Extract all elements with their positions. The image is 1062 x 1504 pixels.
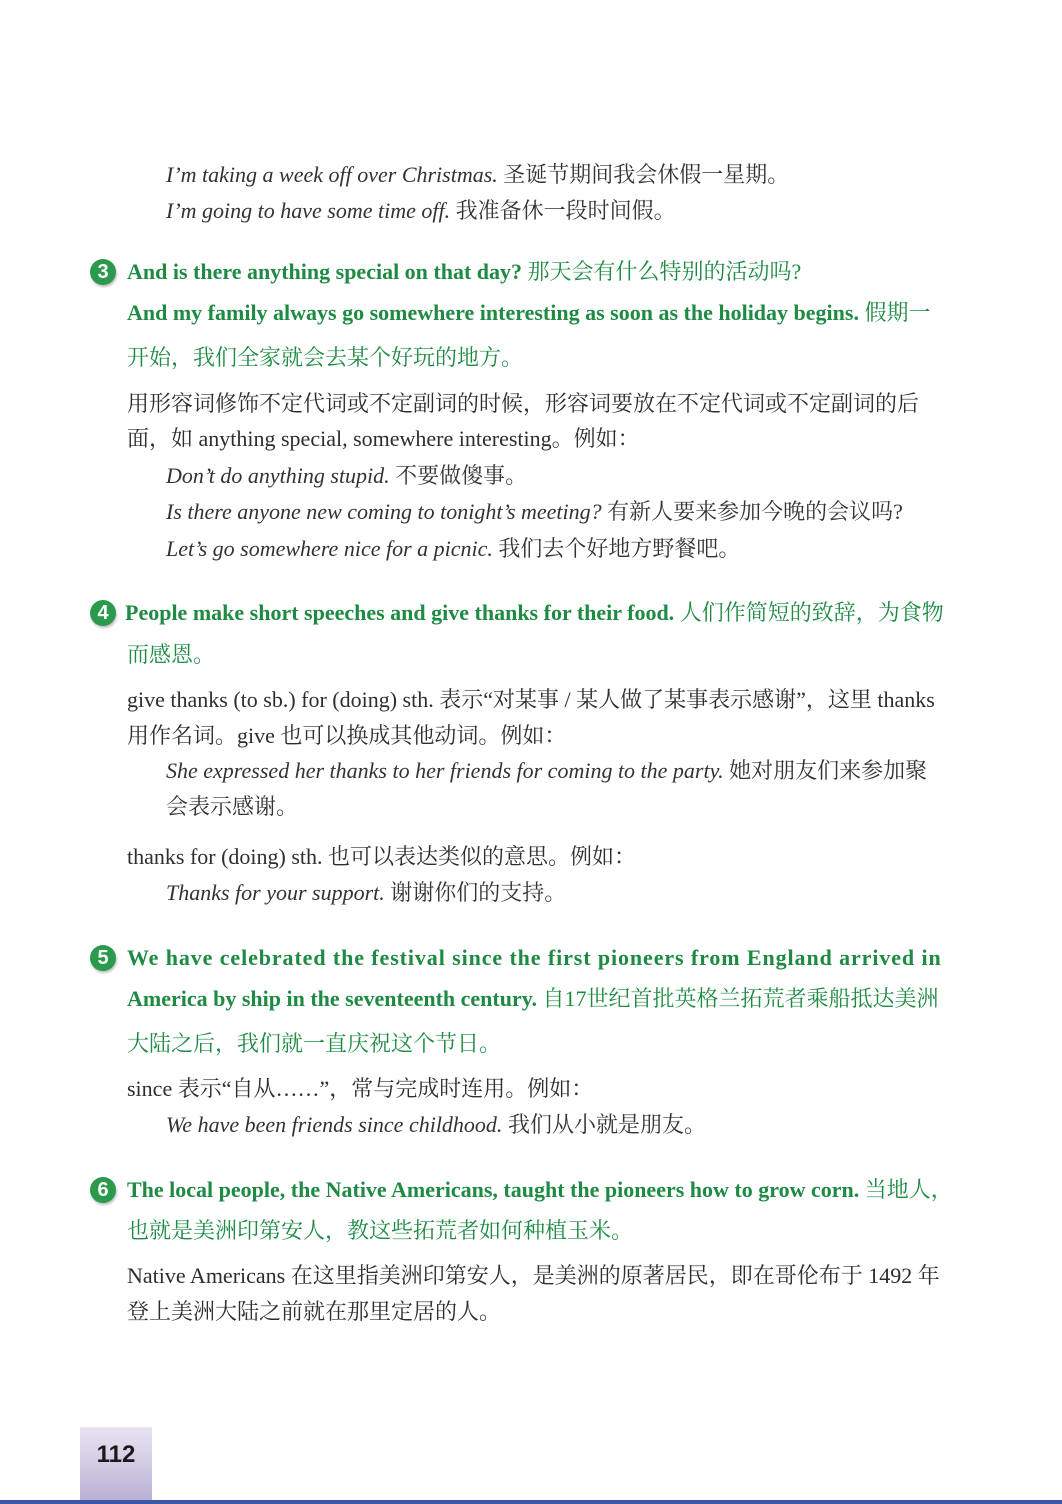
heading-cn-continued: 也就是美洲印第安人，教这些拓荒者如何种植玉米。 — [127, 1218, 634, 1243]
heading-en: People make short speeches and give thanks for their food. — [125, 600, 675, 625]
page-number-tab — [80, 1427, 152, 1504]
heading-cn-continued: 大陆之后，我们就一直庆祝这个节日。 — [127, 1031, 502, 1056]
section-number-badge: 3 — [90, 259, 116, 285]
example-en: We have been friends since childhood. — [166, 1112, 503, 1137]
example-sentence — [166, 196, 676, 226]
explanation-text: 面，如 anything special, somewhere interesting。例如： — [127, 426, 640, 451]
example-en: Let’s go somewhere nice for a picnic. — [166, 536, 493, 561]
explanation-text: 用形容词修饰不定代词或不定副词的时候，形容词要放在不定代词或不定副词的后 — [127, 391, 920, 416]
example-cn: 她对朋友们来参加聚 — [729, 758, 928, 783]
example-en: Thanks for your support. — [166, 880, 385, 905]
example-cn: 我们从小就是朋友。 — [507, 1112, 706, 1137]
example-sentence — [166, 1110, 706, 1140]
section-heading — [127, 257, 801, 287]
example-sentence — [166, 160, 789, 190]
heading-en: And is there anything special on that day? — [127, 259, 523, 284]
example-sentence — [166, 534, 740, 564]
example-sentence — [166, 756, 927, 786]
example-cn: 有新人要来参加今晚的会议吗? — [607, 499, 903, 524]
explanation-text: Native Americans 在这里指美洲印第安人，是美洲的原著居民，即在哥伦布于 1492 年 — [127, 1263, 940, 1288]
heading-cn: 当地人， — [864, 1177, 953, 1202]
example-sentence — [166, 497, 903, 527]
heading-en: America by ship in the seventeenth century. — [127, 986, 538, 1011]
example-cn-continued — [166, 792, 298, 822]
explanation-text: give thanks (to sb.) for (doing) sth. 表示“对某事 / 某人做了某事表示感谢”，这里 thanks — [127, 687, 935, 712]
example-cn: 不要做傻事。 — [395, 463, 528, 488]
example-en: Don’t do anything stupid. — [166, 463, 390, 488]
heading-cn-continued: 而感恩。 — [127, 642, 216, 667]
footer-rule — [0, 1500, 1062, 1504]
example-en: She expressed her thanks to her friends for coming to the party. — [166, 758, 724, 783]
heading-cn: 人们作简短的致辞，为食物 — [679, 600, 944, 625]
heading-cn: 假期一 — [864, 300, 931, 325]
example-sentence — [166, 878, 566, 908]
section-heading: We have celebrated the festival since the first pioneers from England arrived in — [127, 945, 942, 970]
page-number: 112 — [96, 1441, 136, 1468]
section-heading — [127, 984, 939, 1014]
explanation-text: thanks for (doing) sth. 也可以表达类似的意思。例如： — [127, 844, 637, 869]
section-number-badge: 5 — [90, 945, 116, 971]
section-heading — [127, 1175, 953, 1205]
explanation-text: since 表示“自从……”，常与完成时连用。例如： — [127, 1076, 594, 1101]
section-heading — [125, 598, 944, 628]
example-cn: 我准备休一段时间假。 — [455, 198, 676, 223]
section-number-badge: 4 — [90, 600, 116, 626]
heading-en: And my family always go somewhere interesting as soon as the holiday begins. — [127, 300, 859, 325]
example-sentence — [166, 461, 527, 491]
example-en: Is there anyone new coming to tonight’s meeting? — [166, 499, 602, 524]
example-cn: 会表示感谢。 — [166, 794, 299, 819]
section-heading — [127, 298, 930, 328]
explanation-text: 用作名词。give 也可以换成其他动词。例如： — [127, 723, 567, 748]
example-cn: 我们去个好地方野餐吧。 — [498, 536, 741, 561]
explanation-text: 登上美洲大陆之前就在那里定居的人。 — [127, 1299, 502, 1324]
heading-cn-continued: 开始，我们全家就会去某个好玩的地方。 — [127, 345, 524, 370]
example-cn: 谢谢你们的支持。 — [390, 880, 567, 905]
heading-cn: 那天会有什么特别的活动吗? — [527, 259, 802, 284]
heading-cn: 自17世纪首批英格兰拓荒者乘船抵达美洲 — [542, 986, 939, 1011]
heading-en: The local people, the Native Americans, taught the pioneers how to grow corn. — [127, 1177, 860, 1202]
example-cn: 圣诞节期间我会休假一星期。 — [503, 162, 790, 187]
section-number-badge: 6 — [90, 1177, 116, 1203]
example-en: I’m going to have some time off. — [166, 198, 451, 223]
example-en: I’m taking a week off over Christmas. — [166, 162, 498, 187]
